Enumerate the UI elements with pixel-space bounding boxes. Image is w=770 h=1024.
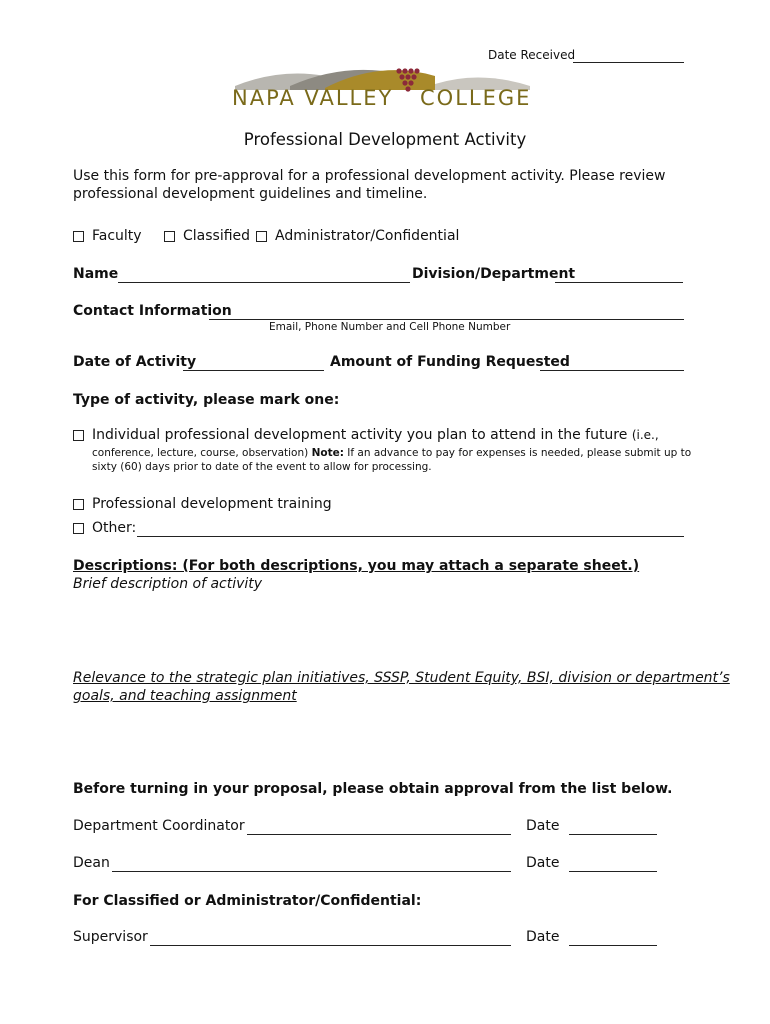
other-field[interactable] (137, 536, 684, 537)
dean-date-label: Date (526, 855, 560, 871)
name-field[interactable] (118, 282, 410, 283)
note-label: Note: (311, 447, 344, 459)
role-faculty-checkbox[interactable] (73, 228, 142, 244)
checkbox-icon (164, 231, 175, 242)
amount-field[interactable] (540, 370, 684, 371)
role-admin-label: Administrator/Confidential (275, 228, 460, 244)
checkbox-icon (73, 231, 84, 242)
note-text-a: conference, lecture, course, observation) (92, 447, 309, 459)
activity-option-other-label: Other: (92, 520, 137, 536)
activity-heading: Type of activity, please mark one: (73, 392, 340, 408)
supervisor-signature-field[interactable] (150, 945, 511, 946)
name-label: Name (73, 266, 119, 282)
division-field[interactable] (555, 282, 683, 283)
role-classified-label: Classified (183, 228, 251, 244)
activity-option-individual-note (92, 447, 691, 459)
checkbox-icon (73, 499, 84, 510)
contact-label: Contact Information (73, 303, 232, 319)
role-admin-checkbox[interactable] (256, 228, 459, 244)
classified-heading: For Classified or Administrator/Confidential: (73, 893, 422, 909)
checkbox-icon (73, 523, 84, 534)
role-faculty-label: Faculty (92, 228, 142, 244)
dean-date-field[interactable] (569, 871, 657, 872)
dean-signature-field[interactable] (112, 871, 511, 872)
checkbox-icon (73, 430, 84, 441)
brief-description-area[interactable] (73, 596, 683, 656)
activity-option-individual-label: Individual professional development activity you plan to attend in the future (92, 427, 628, 443)
date-of-activity-label: Date of Activity (73, 354, 197, 370)
note-text-b: If an advance to pay for expenses is needed, please submit up to (347, 447, 692, 459)
dean-label: Dean (73, 855, 110, 871)
coordinator-label: Department Coordinator (73, 818, 245, 834)
approval-heading: Before turning in your proposal, please obtain approval from the list below. (73, 781, 673, 797)
brief-description-label: Brief description of activity (73, 576, 263, 592)
coordinator-date-field[interactable] (569, 834, 657, 835)
date-received-label: Date Received (488, 48, 576, 62)
logo-text-left: NAPA VALLEY (232, 86, 394, 110)
activity-option-training[interactable] (73, 496, 332, 512)
activity-option-other[interactable] (73, 520, 136, 536)
relevance-label-line-1: Relevance to the strategic plan initiatives, SSSP, Student Equity, BSI, division or department’s (73, 670, 730, 686)
relevance-area[interactable] (73, 708, 683, 768)
descriptions-heading: Descriptions: (For both descriptions, you may attach a separate sheet.) (73, 558, 640, 574)
supervisor-label: Supervisor (73, 929, 148, 945)
division-label: Division/Department (412, 266, 576, 282)
contact-hint: Email, Phone Number and Cell Phone Number (269, 321, 511, 333)
relevance-label-line-2: goals, and teaching assignment (73, 688, 297, 704)
activity-option-individual-note-2: sixty (60) days prior to date of the event to allow for processing. (92, 461, 432, 473)
college-logo (230, 62, 535, 112)
activity-option-individual[interactable] (73, 427, 659, 443)
activity-option-individual-paren: (i.e., (631, 428, 659, 442)
supervisor-date-label: Date (526, 929, 560, 945)
amount-label: Amount of Funding Requested (330, 354, 570, 370)
date-received-field[interactable] (573, 62, 684, 63)
role-classified-checkbox[interactable] (164, 228, 250, 244)
supervisor-date-field[interactable] (569, 945, 657, 946)
date-of-activity-field[interactable] (183, 370, 324, 371)
intro-line-1: Use this form for pre-approval for a professional development activity. Please review (73, 168, 666, 184)
checkbox-icon (256, 231, 267, 242)
coordinator-signature-field[interactable] (247, 834, 511, 835)
contact-field[interactable] (209, 319, 684, 320)
coordinator-date-label: Date (526, 818, 560, 834)
logo-text-right: COLLEGE (420, 86, 532, 110)
activity-option-training-label: Professional development training (92, 496, 332, 512)
intro-line-2: professional development guidelines and timeline. (73, 186, 428, 202)
page-title: Professional Development Activity (243, 130, 527, 149)
